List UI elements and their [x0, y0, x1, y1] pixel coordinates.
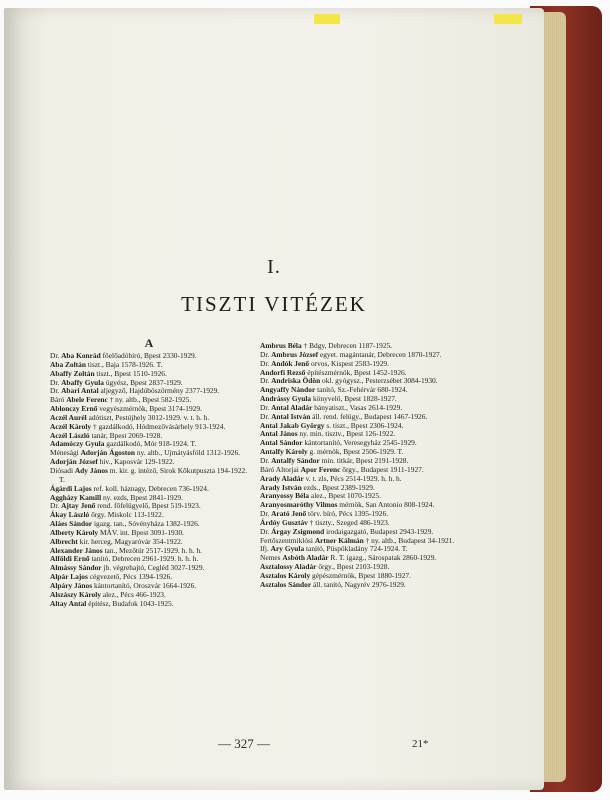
entry-name: Arató Jenő: [271, 509, 307, 519]
entry-details: mérnök, San Antonio 808-1924.: [337, 500, 435, 510]
entry-name: Antal Aladár: [271, 402, 313, 412]
entry-name: Aczél Károly: [50, 421, 92, 431]
entry-details: ref. koll. háznagy, Debrecen 736-1924.: [91, 483, 209, 493]
entry-details: okl. gyógysz., Pesterzsébet 3084-1930.: [320, 376, 438, 386]
entry-details: főelőadóbíró, Bpest 2330-1929.: [100, 351, 197, 360]
entry-details: gazdálkodó, Mór 918-1924. T.: [104, 439, 197, 449]
entry-name: Apor Ferenc: [300, 464, 341, 474]
entry-name: Alföldi Ernő: [50, 554, 90, 564]
entry-name: Artner Kálmán: [314, 535, 364, 545]
entry-name: Aba Zoltán: [50, 359, 86, 369]
entry-details: vegyészmérnök, Bpest 3174-1929.: [97, 404, 202, 414]
entry-details: kántortanító, Oroszvár 1664-1926.: [92, 580, 197, 590]
entry-details: építész, Budafok 1043-1925.: [86, 598, 174, 608]
entry-details: † ny. altb., Bpest 582-1925.: [107, 395, 192, 405]
page-number: — 327 —: [218, 736, 270, 751]
entry-details: kir. herceg, Magyaróvár 354-1922.: [77, 536, 183, 546]
entry-name: Antalfy Sándor: [271, 455, 320, 465]
entry-name: Antal István: [271, 411, 311, 421]
entry-details: alez., Pécs 466-1923.: [100, 589, 166, 599]
entry-name: Ady János: [74, 465, 108, 475]
entry-details: † Bdgy, Debrecen 1187-1925.: [301, 341, 393, 350]
entry-name: Aczél Aurél: [50, 412, 87, 422]
entry-name: Angyaffy Nándor: [260, 385, 316, 395]
entry-details: R. T. igazg., Sárospatak 2860-1929.: [328, 553, 437, 563]
entry-name: Aczél László: [50, 430, 90, 440]
entry-prefix: Dr.: [50, 351, 62, 360]
entry-name: Alpáry János: [50, 580, 93, 590]
entry-name: Asztalossy Aladár: [260, 562, 317, 572]
entry-prefix: Dr.: [260, 455, 272, 465]
entry-name: Albrecht: [50, 536, 78, 546]
right-column: [260, 342, 480, 590]
entry-name: Arady Aladár: [260, 473, 304, 483]
entry-details: orvos, Kispest 2583-1929.: [309, 358, 389, 368]
signature-mark: 21*: [412, 738, 429, 750]
entry-details: tanító, Sz.-Fehérvár 680-1924.: [315, 385, 408, 395]
entry-details: v. t. zls, Pécs 2514-1929. h. h. h.: [303, 473, 402, 483]
entry-name: Abele Ferenc: [66, 395, 108, 405]
entry-name: Aba Konrád: [61, 351, 101, 360]
entry-name: Abari Antal: [61, 386, 99, 396]
entry-details: rend. főfelügyelő, Bpest 519-1923.: [95, 501, 201, 511]
entry-prefix: Dr.: [260, 509, 272, 519]
entry-name: Adorján József: [50, 457, 98, 467]
entry-details: m. kir. g. intéző, Sirok Kőkutpuszta 194-1922. T.: [59, 465, 248, 484]
entry-prefix: Diósadi: [50, 465, 75, 475]
entry-details: irodaigazgató, Budapest 2943-1929.: [324, 526, 434, 536]
entry-details: tiszt., Bpest 1510-1926.: [94, 368, 167, 378]
entry-name: Antal János: [260, 429, 298, 439]
entry-details: építészmérnök, Bpest 1452-1926.: [305, 367, 407, 377]
entry-name: Abaffy Gyula: [61, 377, 105, 387]
entry-prefix: Dr.: [50, 386, 62, 396]
entry-name: Antalfy Károly: [260, 447, 308, 457]
directory-entry: [260, 581, 480, 590]
entry-name: Arady István: [260, 482, 302, 492]
entry-name: Alszászy Károly: [50, 589, 101, 599]
entry-prefix: Báró: [50, 395, 67, 405]
chapter-number: I.: [267, 256, 281, 278]
directory-entry: [50, 467, 248, 485]
entry-prefix: Dr.: [260, 411, 272, 421]
entry-name: Asztalos Sándor: [260, 579, 312, 589]
entry-name: Alberty Károly: [50, 527, 99, 537]
entry-name: Ambrus József: [271, 349, 319, 359]
entry-details: tanár, Bpest 2069-1928.: [89, 430, 163, 440]
entry-name: Antal Jakab György: [260, 420, 325, 430]
entry-details: adótiszt, Pestújhely 3012-1929. v. t. h. h.: [86, 412, 210, 422]
entry-name: Asbóth Aladár: [282, 553, 329, 563]
entry-prefix: Ifj.: [260, 544, 271, 554]
entry-prefix: Ménesági: [50, 448, 81, 458]
entry-details: bányatiszt., Vasas 2614-1929.: [312, 402, 403, 412]
entry-details: könyvelő, Bpest 1828-1927.: [311, 394, 397, 404]
entry-prefix: Dr.: [260, 526, 272, 536]
entry-name: Antal Sándor: [260, 438, 303, 448]
chapter-title: TISZTI VITÉZEK: [181, 292, 367, 316]
entry-prefix: Dr.: [260, 402, 272, 412]
entry-name: Árgay Zsigmond: [271, 526, 325, 536]
bookmark-tab: [494, 14, 522, 24]
entry-name: Asztalos Károly: [260, 570, 311, 580]
entry-details: őrgy. Miskolc 113-1922.: [89, 510, 164, 520]
entry-name: Almássy Sándor: [50, 563, 102, 573]
entry-details: kántortanító, Veresegyház 2545-1929.: [302, 438, 417, 448]
entry-details: őrgy., Budapest 1911-1927.: [340, 464, 424, 474]
entry-details: MÁV. int. Bpest 3091-1930.: [98, 527, 184, 537]
entry-name: Ary Gyula: [270, 544, 305, 554]
entry-name: Adamóczy Gyula: [50, 439, 105, 449]
entry-details: tan., Mezőtúr 2517-1929. h. h. h.: [102, 545, 202, 555]
entry-details: s. tiszt., Bpest 2306-1924.: [324, 420, 404, 430]
entry-details: tiszt., Baja 1578-1926. T.: [85, 359, 163, 369]
entry-name: Altay Antal: [50, 598, 87, 608]
entry-details: † tiszty., Szeged 486-1923.: [307, 517, 390, 527]
entry-details: törv. bíró, Pécs 1395-1926.: [306, 509, 389, 519]
entry-name: Adorján Ágoston: [80, 448, 136, 458]
entry-details: ny. ezds, Bpest 2841-1929.: [101, 492, 183, 502]
entry-prefix: Báró Altorjai: [260, 464, 301, 474]
entry-details: alez., Bpest 1070-1925.: [309, 491, 381, 501]
entry-details: áll. rend. felügy., Budapest 1467-1926.: [310, 411, 428, 421]
entry-details: cégvezető, Pécs 1394-1926.: [87, 572, 173, 582]
entry-details: † ny. altb., Budapest 34-1921.: [363, 535, 455, 545]
book-page: [4, 8, 544, 790]
entry-name: Andorfi Rezső: [260, 367, 306, 377]
entry-details: őrgy., Bpest 2103-1928.: [316, 562, 390, 572]
entry-details: tanító, Debrecen 2961-1929. h. h. h.: [89, 554, 199, 564]
entry-details: ny. min. tisztv., Bpest 126-1922.: [297, 429, 396, 439]
entry-prefix: Dr.: [50, 501, 62, 511]
entry-name: Alpár Lajos: [50, 572, 88, 582]
entry-details: ny. altb., Ujmátyásföld 1312-1926.: [135, 448, 241, 458]
entry-name: Andriska Ödön: [271, 376, 321, 386]
entry-name: Ablonczy Ernő: [50, 404, 98, 414]
entry-name: Ágárdi Lajos: [50, 483, 92, 493]
entry-details: egyet. magántanár, Debrecen 1870-1927.: [318, 349, 442, 359]
section-letter: A: [144, 336, 154, 350]
entry-name: Árdóy Gusztáv: [260, 517, 308, 527]
entry-details: ügyész, Bpest 2837-1929.: [104, 377, 183, 387]
entry-name: Aranyossy Béla: [260, 491, 310, 501]
entry-name: Ajtay Jenő: [61, 501, 96, 511]
entry-prefix: Dr.: [260, 358, 272, 368]
entry-details: † gazdálkodó, Hódmezővásárhely 913-1924.: [91, 421, 226, 431]
entry-name: Andrássy Gyula: [260, 394, 312, 404]
entry-details: g. mérnök, Bpest 2506-1929. T.: [307, 447, 404, 457]
entry-prefix: Dr.: [260, 349, 272, 359]
entry-details: min. titkár, Bpest 2191-1928.: [319, 455, 409, 465]
entry-name: Aranyosmaróthy Vilmos: [260, 500, 338, 510]
entry-details: áll. tanító, Nagyrév 2976-1929.: [311, 579, 406, 589]
entry-name: Ákay László: [50, 510, 90, 520]
entry-name: Aggházy Kamill: [50, 492, 102, 502]
entry-name: Andók Jenő: [271, 358, 310, 368]
bookmark-tab: [314, 14, 340, 24]
entry-details: aljegyző, Hajdúböszörmény 2377-1929.: [98, 386, 220, 396]
directory-entry: [50, 600, 248, 609]
entry-details: ezds., Bpest 2389-1929.: [301, 482, 375, 492]
entry-name: Ambrus Béla: [260, 341, 302, 350]
entry-details: igazg. tan., Sóvényháza 1382-1926.: [92, 519, 200, 529]
left-column: [50, 336, 248, 608]
entry-details: tanító, Püspökladány 724-1924. T.: [304, 544, 408, 554]
entry-prefix: Nemes: [260, 553, 283, 563]
entry-details: gépészmérnök, Bpest 1880-1927.: [310, 570, 411, 580]
entry-prefix: Fertőszentmiklósi: [260, 535, 315, 545]
entry-name: Aláes Sándor: [50, 519, 93, 529]
entry-name: Abaffy Zoltán: [50, 368, 95, 378]
entry-prefix: Dr.: [260, 376, 272, 386]
entry-details: jb. végrehajtó, Cegléd 3027-1929.: [101, 563, 205, 573]
entry-details: hiv., Kaposvár 129-1922.: [97, 457, 175, 467]
entry-prefix: Dr.: [50, 377, 62, 387]
entry-name: Alexander János: [50, 545, 103, 555]
